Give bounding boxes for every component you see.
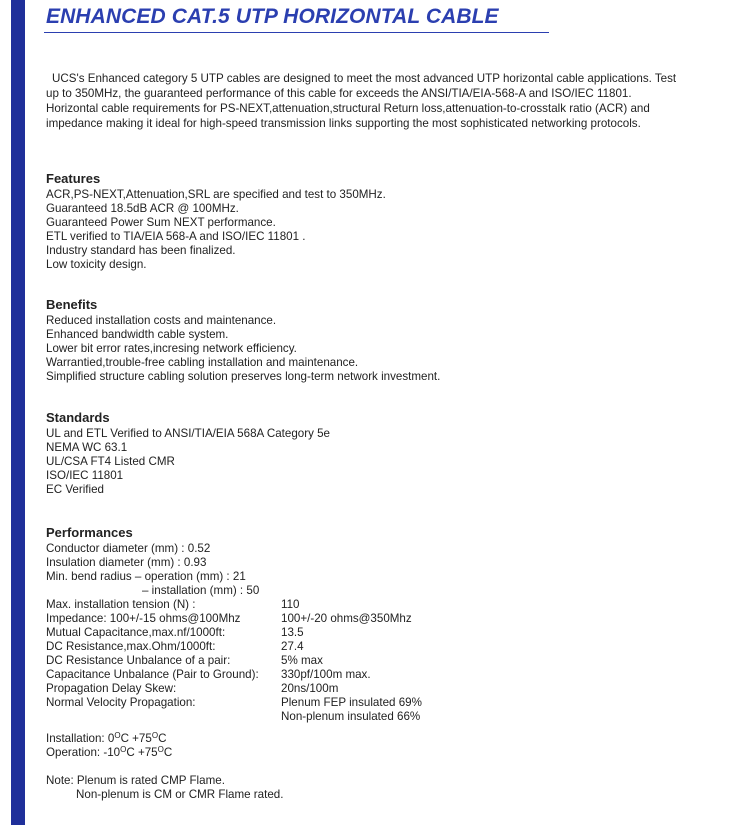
spec-value: Non-plenum insulated 66% [281,710,421,723]
benefit-item: Enhanced bandwidth cable system. [46,328,229,341]
spec-row [46,640,526,654]
features-section [46,170,386,272]
spec-label: Mutual Capacitance,max.nf/1000ft: [46,626,226,639]
benefits-heading: Benefits [46,297,98,312]
note-line: Note: Plenum is rated CMP Flame. [46,774,225,787]
spec-label: DC Resistance Unbalance of a pair: [46,654,231,667]
operation-temperature: Operation: $-10^OC +75^OC$ [46,745,173,759]
spec-value: 5% max [281,654,323,667]
spec-row [46,682,526,696]
spec-row [46,598,526,612]
spec-row [46,654,526,668]
note-line: Non-plenum is CM or CMR Flame rated. [76,788,284,801]
spec-row [46,696,526,710]
intro-paragraph: UCS's Enhanced category 5 UTP cables are designed to meet the most advanced UTP horizontal cable applications. Test up to 350MHz, the guaranteed performance of this cable for exceeds the ANSI/TIA/EIA-568-A and ISO/IEC 11801. Horizontal cable requirements for PS-NEXT,attenuation,structural Return loss,attenuation-to-crosstalk ratio (ACR) and impedance making it ideal for high-speed transmission links supporting the most sophisticated networking protocols. [46,72,677,130]
conductor-diameter: Conductor diameter (mm) : 0.52 [46,542,211,555]
bend-radius-operation: Min. bend radius – operation (mm) : 21 [46,570,246,583]
spec-value: 20ns/100m [281,682,339,695]
installation-temperature: Installation: $0^OC +75^OC$ [46,731,167,745]
standard-item: NEMA WC 63.1 [46,441,128,454]
feature-item: Guaranteed Power Sum NEXT performance. [46,216,276,229]
spec-label: Impedance: 100+/-15 ohms@100Mhz [46,612,241,625]
feature-item: Guaranteed 18.5dB ACR @ 100MHz. [46,202,239,215]
spec-label: Propagation Delay Skew: [46,682,177,695]
spec-value: 110 [281,598,300,611]
spec-value: 13.5 [281,626,304,639]
standards-heading: Standards [46,410,110,425]
benefit-item: Simplified structure cabling solution preserves long-term network investment. [46,370,441,383]
standards-section [46,409,330,497]
page-title: ENHANCED CAT.5 UTP HORIZONTAL CABLE [46,5,499,28]
spec-row [46,612,526,626]
left-accent-bar [11,0,25,825]
standard-item: EC Verified [46,483,104,496]
bend-radius-installation: – installation (mm) : 50 [142,584,260,597]
spec-value: Plenum FEP insulated 69% [281,696,422,709]
standard-item: UL and ETL Verified to ANSI/TIA/EIA 568A Category 5e [46,427,330,440]
title-underline [44,32,549,33]
spec-row [46,668,526,682]
spec-label: Normal Velocity Propagation: [46,696,196,709]
benefit-item: Reduced installation costs and maintenance. [46,314,277,327]
standard-item: UL/CSA FT4 Listed CMR [46,455,175,468]
spec-value: 27.4 [281,640,304,653]
features-heading: Features [46,171,101,186]
feature-item: ACR,PS-NEXT,Attenuation,SRL are specified and test to 350MHz. [46,188,386,201]
benefit-item: Lower bit error rates,incresing network efficiency. [46,342,297,355]
benefit-item: Warrantied,trouble-free cabling installation and maintenance. [46,356,359,369]
standard-item: ISO/IEC 11801 [46,469,124,482]
spec-value: 330pf/100m max. [281,668,371,681]
spec-row [46,626,526,640]
performances-section [46,524,526,802]
spec-row [46,710,526,724]
feature-item: Industry standard has been finalized. [46,244,236,257]
insulation-diameter: Insulation diameter (mm) : 0.93 [46,556,207,569]
benefits-section [46,296,440,384]
feature-item: ETL verified to TIA/EIA 568-A and ISO/IEC 11801 . [46,230,306,243]
spec-label: Max. installation tension (N) : [46,598,196,611]
performances-heading: Performances [46,525,133,540]
spec-value: 100+/-20 ohms@350Mhz [281,612,412,625]
feature-item: Low toxicity design. [46,258,147,271]
spec-label: Capacitance Unbalance (Pair to Ground): [46,668,259,681]
spec-label: DC Resistance,max.Ohm/1000ft: [46,640,216,653]
